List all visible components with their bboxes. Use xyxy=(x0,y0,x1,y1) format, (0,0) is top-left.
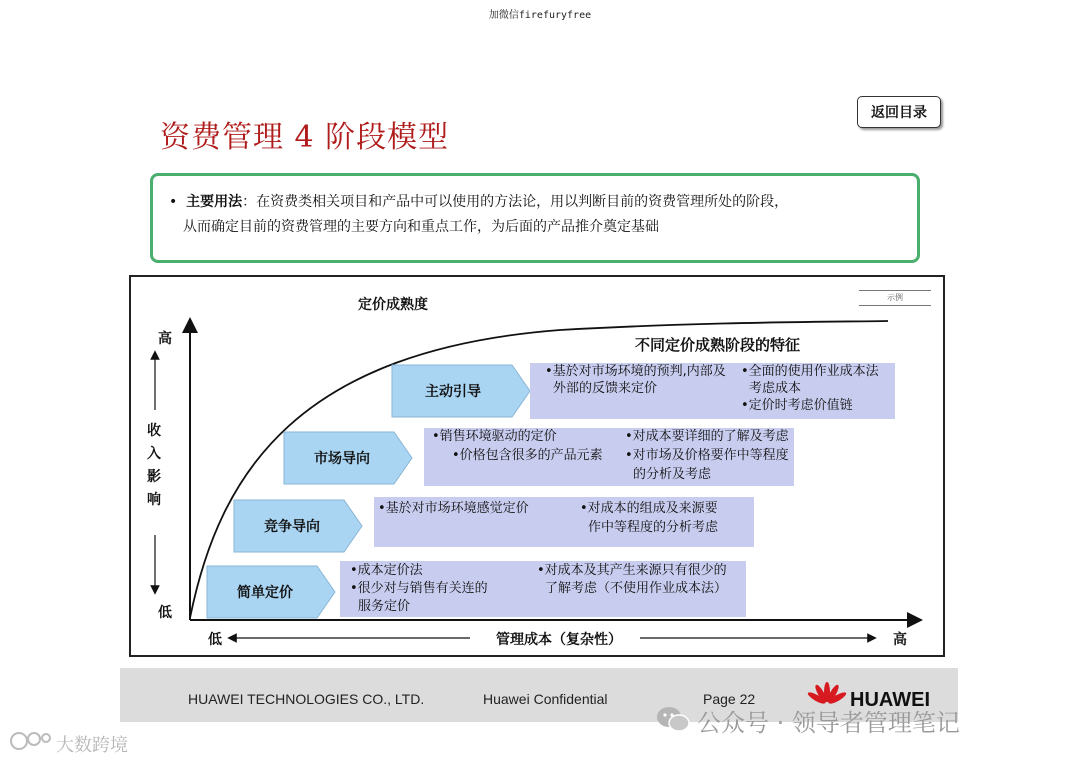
y-axis-low: 低 xyxy=(158,605,172,621)
stage-simple-right-2: 了解考虑（不使用作业成本法） xyxy=(545,581,728,596)
stage-label-market: 市场导向 xyxy=(314,451,370,467)
stage-proactive-right-1: •全面的使用作业成本法 xyxy=(741,364,879,379)
features-title: 不同定价成熟阶段的特征 xyxy=(635,336,801,354)
y-axis-char-2: 入 xyxy=(147,446,161,462)
x-axis-low: 低 xyxy=(208,632,222,648)
footer-page: Page 22 xyxy=(703,691,756,707)
y-axis-char-4: 响 xyxy=(147,492,161,508)
y-axis-char-3: 影 xyxy=(147,469,161,485)
x-axis-label: 管理成本（复杂性） xyxy=(496,632,622,648)
watermark-right: 公众号 · 领导者管理笔记 xyxy=(697,709,960,737)
stage-market-right-3: 的分析及考虑 xyxy=(633,467,712,482)
stage-label-simple: 简单定价 xyxy=(237,585,293,601)
stage-competition-left-1: •基於对市场环境感觉定价 xyxy=(378,501,529,516)
curve-label: 定价成熟度 xyxy=(358,297,428,313)
usage-label: 主要用法 xyxy=(186,194,243,210)
x-axis-high: 高 xyxy=(893,632,907,648)
stage-label-proactive: 主动引导 xyxy=(425,384,481,400)
y-axis-high: 高 xyxy=(158,331,172,347)
footer-company: HUAWEI TECHNOLOGIES CO., LTD. xyxy=(188,691,425,707)
stage-market-right-2: •对市场及价格要作中等程度 xyxy=(625,448,789,463)
stage-market-left-1: •销售环境驱动的定价 xyxy=(432,429,557,444)
stage-competition-right-1: •对成本的组成及来源要 xyxy=(580,501,718,516)
back-to-contents-button[interactable]: 返回目录 xyxy=(857,96,941,128)
top-note: 加微信firefuryfree xyxy=(488,10,592,21)
stage-label-competition: 竞争导向 xyxy=(264,519,320,535)
footer-brand: HUAWEI xyxy=(850,689,930,711)
usage-text-2: 从而确定目前的资费管理的主要方向和重点工作，为后面的产品推介奠定基础 xyxy=(183,219,659,235)
watermark-left: 大数跨境 xyxy=(56,735,128,756)
stage-simple-left-2: •很少对与销售有关连的 xyxy=(350,581,488,596)
stage-proactive-right-2: 考虑成本 xyxy=(749,381,802,396)
page-title: 资费管理 4 阶段模型 xyxy=(160,120,450,155)
wechat-icon xyxy=(655,704,691,734)
stage-simple-left-1: •成本定价法 xyxy=(350,563,423,578)
stage-proactive-left-2: 外部的反馈来定价 xyxy=(553,381,658,396)
bullet-icon: • xyxy=(169,194,187,210)
legend-label: 示例 xyxy=(859,290,931,306)
footer-confidential: Huawei Confidential xyxy=(483,691,608,707)
stage-market-right-1: •对成本要详细的了解及考虑 xyxy=(625,429,789,444)
stage-market-left-2: •价格包含很多的产品元素 xyxy=(452,448,603,463)
stage-competition-right-2: 作中等程度的分析考虑 xyxy=(588,520,719,535)
stage-simple-left-3: 服务定价 xyxy=(358,599,411,614)
stage-proactive-left-1: •基於对市场环境的预判,内部及 xyxy=(545,364,726,379)
stage-simple-right-1: •对成本及其产生来源只有很少的 xyxy=(537,563,727,578)
watermark-logo-icon xyxy=(8,728,54,754)
y-axis-char-1: 收 xyxy=(147,423,161,439)
usage-text-1: ：在资费类相关项目和产品中可以使用的方法论，用以判断目前的资费管理所处的阶段， xyxy=(242,194,789,210)
stage-proactive-right-3: •定价时考虑价值链 xyxy=(741,398,853,413)
